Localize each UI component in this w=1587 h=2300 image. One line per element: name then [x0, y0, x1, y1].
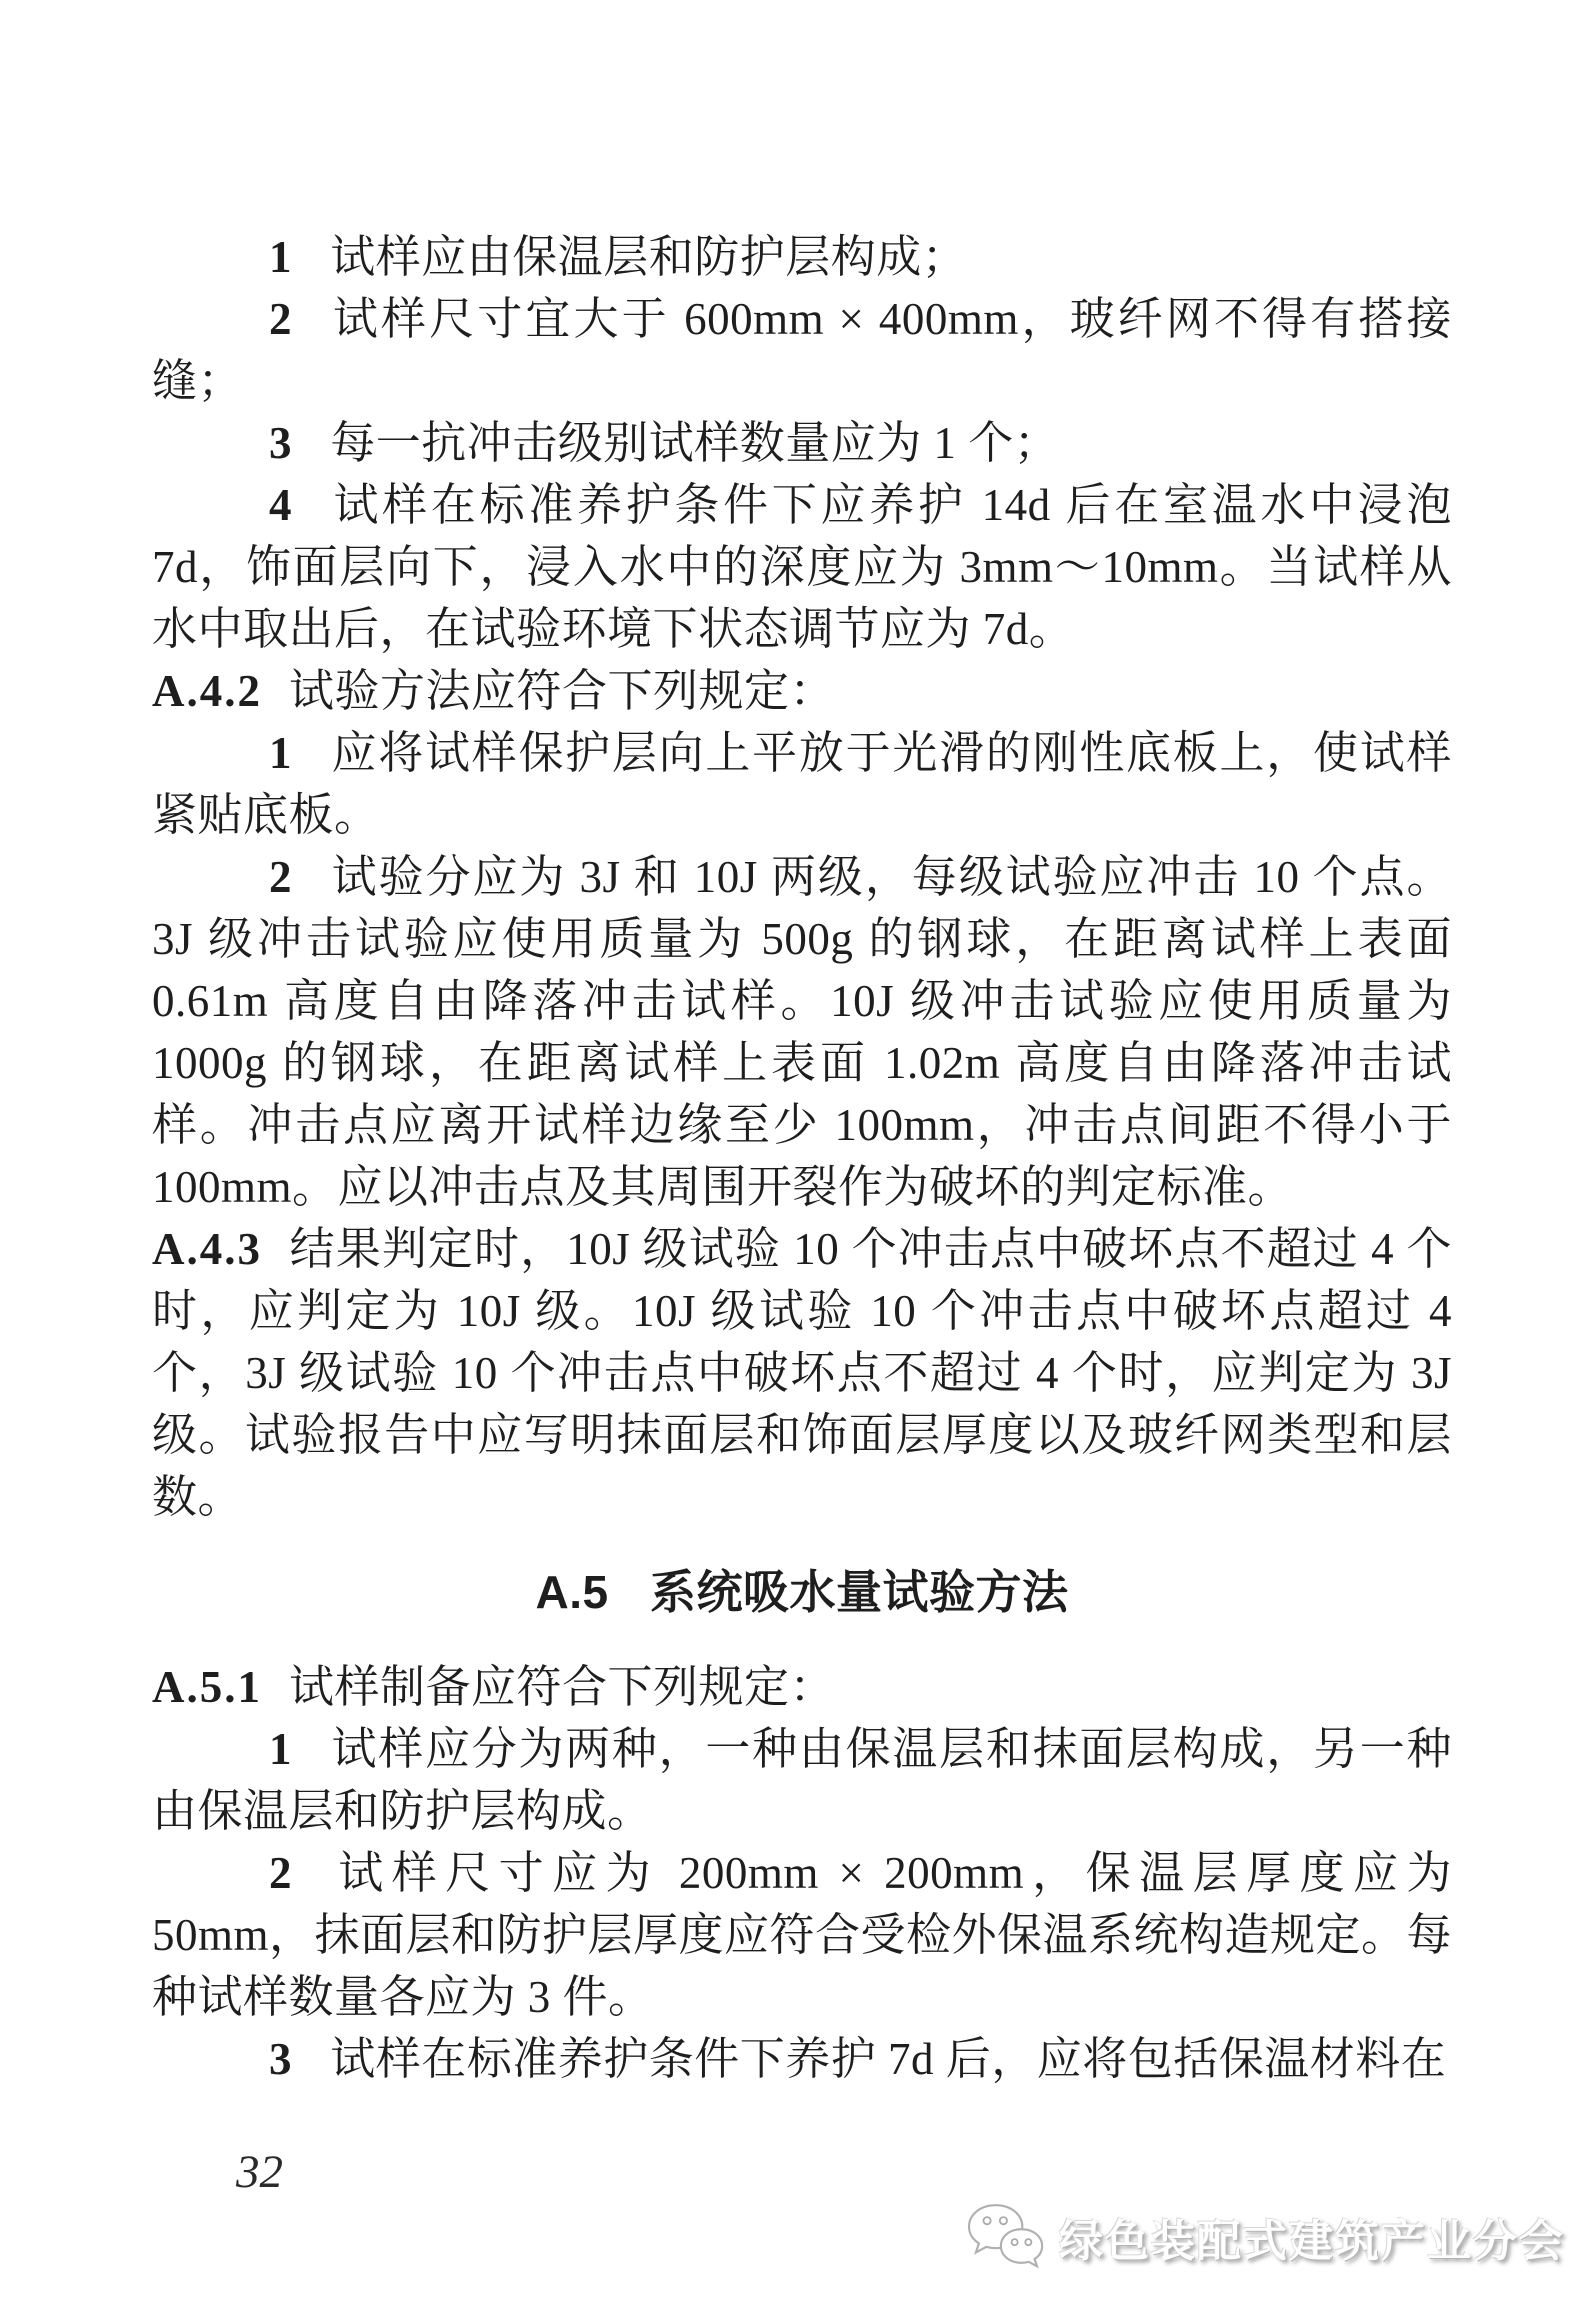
item-text: 每一抗冲击级别试样数量应为 1 个； [330, 418, 1060, 468]
list-item [152, 1842, 1452, 2028]
item-number: 3 [269, 418, 292, 468]
item-number: 3 [269, 2034, 292, 2084]
item-number: 2 [269, 1848, 292, 1898]
item-number: 2 [269, 294, 292, 344]
document-page-body [152, 226, 1452, 2090]
list-item [152, 722, 1452, 846]
item-text: 试样应由保温层和防护层构成； [330, 232, 968, 282]
clause-text: 试样制备应符合下列规定： [289, 1662, 836, 1712]
item-text: 试样尺寸宜大于 600mm × 400mm，玻纤网不得有搭接缝； [152, 294, 1452, 406]
clause-number: A.4.2 [152, 666, 262, 716]
list-item [152, 474, 1452, 660]
section-heading-number: A.5 [535, 1566, 609, 1618]
watermark [963, 2198, 1565, 2276]
list-item [152, 412, 1452, 474]
item-text: 试样在标准养护条件下应养护 14d 后在室温水中浸泡 7d，饰面层向下，浸入水中的深度应为 3mm～10mm。当试样从水中取出后，在试验环境下状态调节应为 7d。 [152, 480, 1452, 654]
item-number: 1 [269, 1724, 292, 1774]
item-text: 试样应分为两种，一种由保温层和抹面层构成，另一种由保温层和防护层构成。 [152, 1724, 1452, 1836]
item-number: 2 [269, 852, 292, 902]
item-text: 试样在标准养护条件下养护 7d 后，应将包括保温材料在 [330, 2034, 1447, 2084]
clause-number: A.5.1 [152, 1662, 262, 1712]
clause-paragraph [152, 1218, 1452, 1528]
watermark-text: 绿色装配式建筑产业分会 [1059, 2217, 1565, 2266]
item-number: 1 [269, 728, 292, 778]
clause-text: 试验方法应符合下列规定： [289, 666, 836, 716]
clause-paragraph [152, 1656, 1452, 1718]
list-item [152, 2028, 1452, 2090]
list-item [152, 288, 1452, 412]
list-item [152, 226, 1452, 288]
item-text: 试样尺寸应为 200mm × 200mm，保温层厚度应为 50mm，抹面层和防护层厚度应符合受检外保温系统构造规定。每种试样数量各应为 3 件。 [152, 1848, 1453, 2022]
list-item [152, 846, 1452, 1218]
item-text: 应将试样保护层向上平放于光滑的刚性底板上，使试样紧贴底板。 [152, 728, 1452, 840]
clause-number: A.4.3 [152, 1224, 262, 1274]
wechat-icon [963, 2198, 1049, 2276]
item-text: 试验分应为 3J 和 10J 两级，每级试验应冲击 10 个点。3J 级冲击试验应使用质量为 500g 的钢球，在距离试样上表面 0.61m 高度自由降落冲击试样。10J 级冲击试验应使用质量为 1000g 的钢球，在距离试样上表面 1.02m 高度自由降落冲击试样。冲击点应离开试样边缘至少 100mm，冲击点间距不得小于 100mm。应以冲击点及其周围开裂作为破坏的判定标准。 [152, 852, 1452, 1212]
clause-paragraph [152, 660, 1452, 722]
section-heading-text: 系统吸水量试验方法 [649, 1566, 1069, 1618]
item-number: 1 [269, 232, 292, 282]
page-number: 32 [236, 2146, 283, 2198]
list-item [152, 1718, 1452, 1842]
item-number: 4 [269, 480, 292, 530]
clause-text: 结果判定时，10J 级试验 10 个冲击点中破坏点不超过 4 个时，应判定为 10J 级。10J 级试验 10 个冲击点中破坏点超过 4 个，3J 级试验 10 个冲击点中破坏点不超过 4 个时，应判定为 3J 级。试验报告中应写明抹面层和饰面层厚度以及玻纤网类型和层数。 [152, 1224, 1452, 1522]
section-heading [152, 1561, 1452, 1623]
